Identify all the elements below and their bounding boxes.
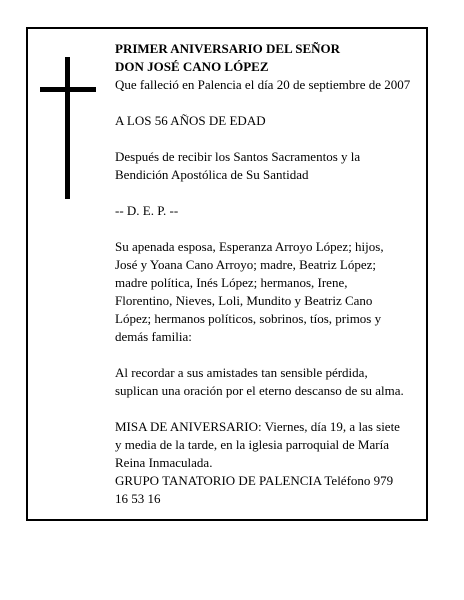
family-line: demás familia: [115, 329, 192, 344]
sacraments-line-1: Después de recibir los Santos Sacramentos y la [115, 149, 361, 164]
request-line: suplican una oración por el eterno descanso de su alma. [115, 383, 404, 398]
rip-line: -- D. E. P. -- [115, 203, 179, 218]
cross-horizontal-bar [40, 87, 96, 92]
death-line: Que falleció en Palencia el día 20 de septiembre de 2007 [115, 77, 411, 92]
family-line: madre política, Inés López; hermanos, Irene, [115, 275, 348, 290]
heading-line-2: DON JOSÉ CANO LÓPEZ [115, 59, 269, 74]
request-paragraph [115, 364, 427, 400]
funeral-home-paragraph [115, 472, 427, 508]
family-line: Su apenada esposa, Esperanza Arroyo López; hijos, [115, 239, 384, 254]
family-line: López; hermanos políticos, sobrinos, tíos, primos y [115, 311, 382, 326]
mass-line: MISA DE ANIVERSARIO: Viernes, día 19, a las siete [115, 419, 400, 434]
mass-line: y media de la tarde, en la iglesia parroquial de María [115, 437, 389, 452]
notice-body [115, 40, 427, 508]
family-line: José y Yoana Cano Arroyo; madre, Beatriz López; [115, 257, 377, 272]
cross-vertical-bar [65, 57, 70, 199]
heading-line-1: PRIMER ANIVERSARIO DEL SEÑOR [115, 41, 341, 56]
age-line: A LOS 56 AÑOS DE EDAD [115, 113, 266, 128]
cross-icon [40, 57, 96, 199]
family-line: Florentino, Nieves, Loli, Mundito y Beatriz Cano [115, 293, 373, 308]
funeral-home-line: GRUPO TANATORIO DE PALENCIA Teléfono 979 [115, 473, 394, 488]
sacraments-line-2: Bendición Apostólica de Su Santidad [115, 167, 309, 182]
mass-line: Reina Inmaculada. [115, 455, 213, 470]
obituary-notice-frame [26, 27, 428, 521]
funeral-home-line: 16 53 16 [115, 491, 161, 506]
request-line: Al recordar a sus amistades tan sensible pérdida, [115, 365, 368, 380]
family-paragraph [115, 238, 427, 346]
mass-paragraph [115, 418, 427, 472]
